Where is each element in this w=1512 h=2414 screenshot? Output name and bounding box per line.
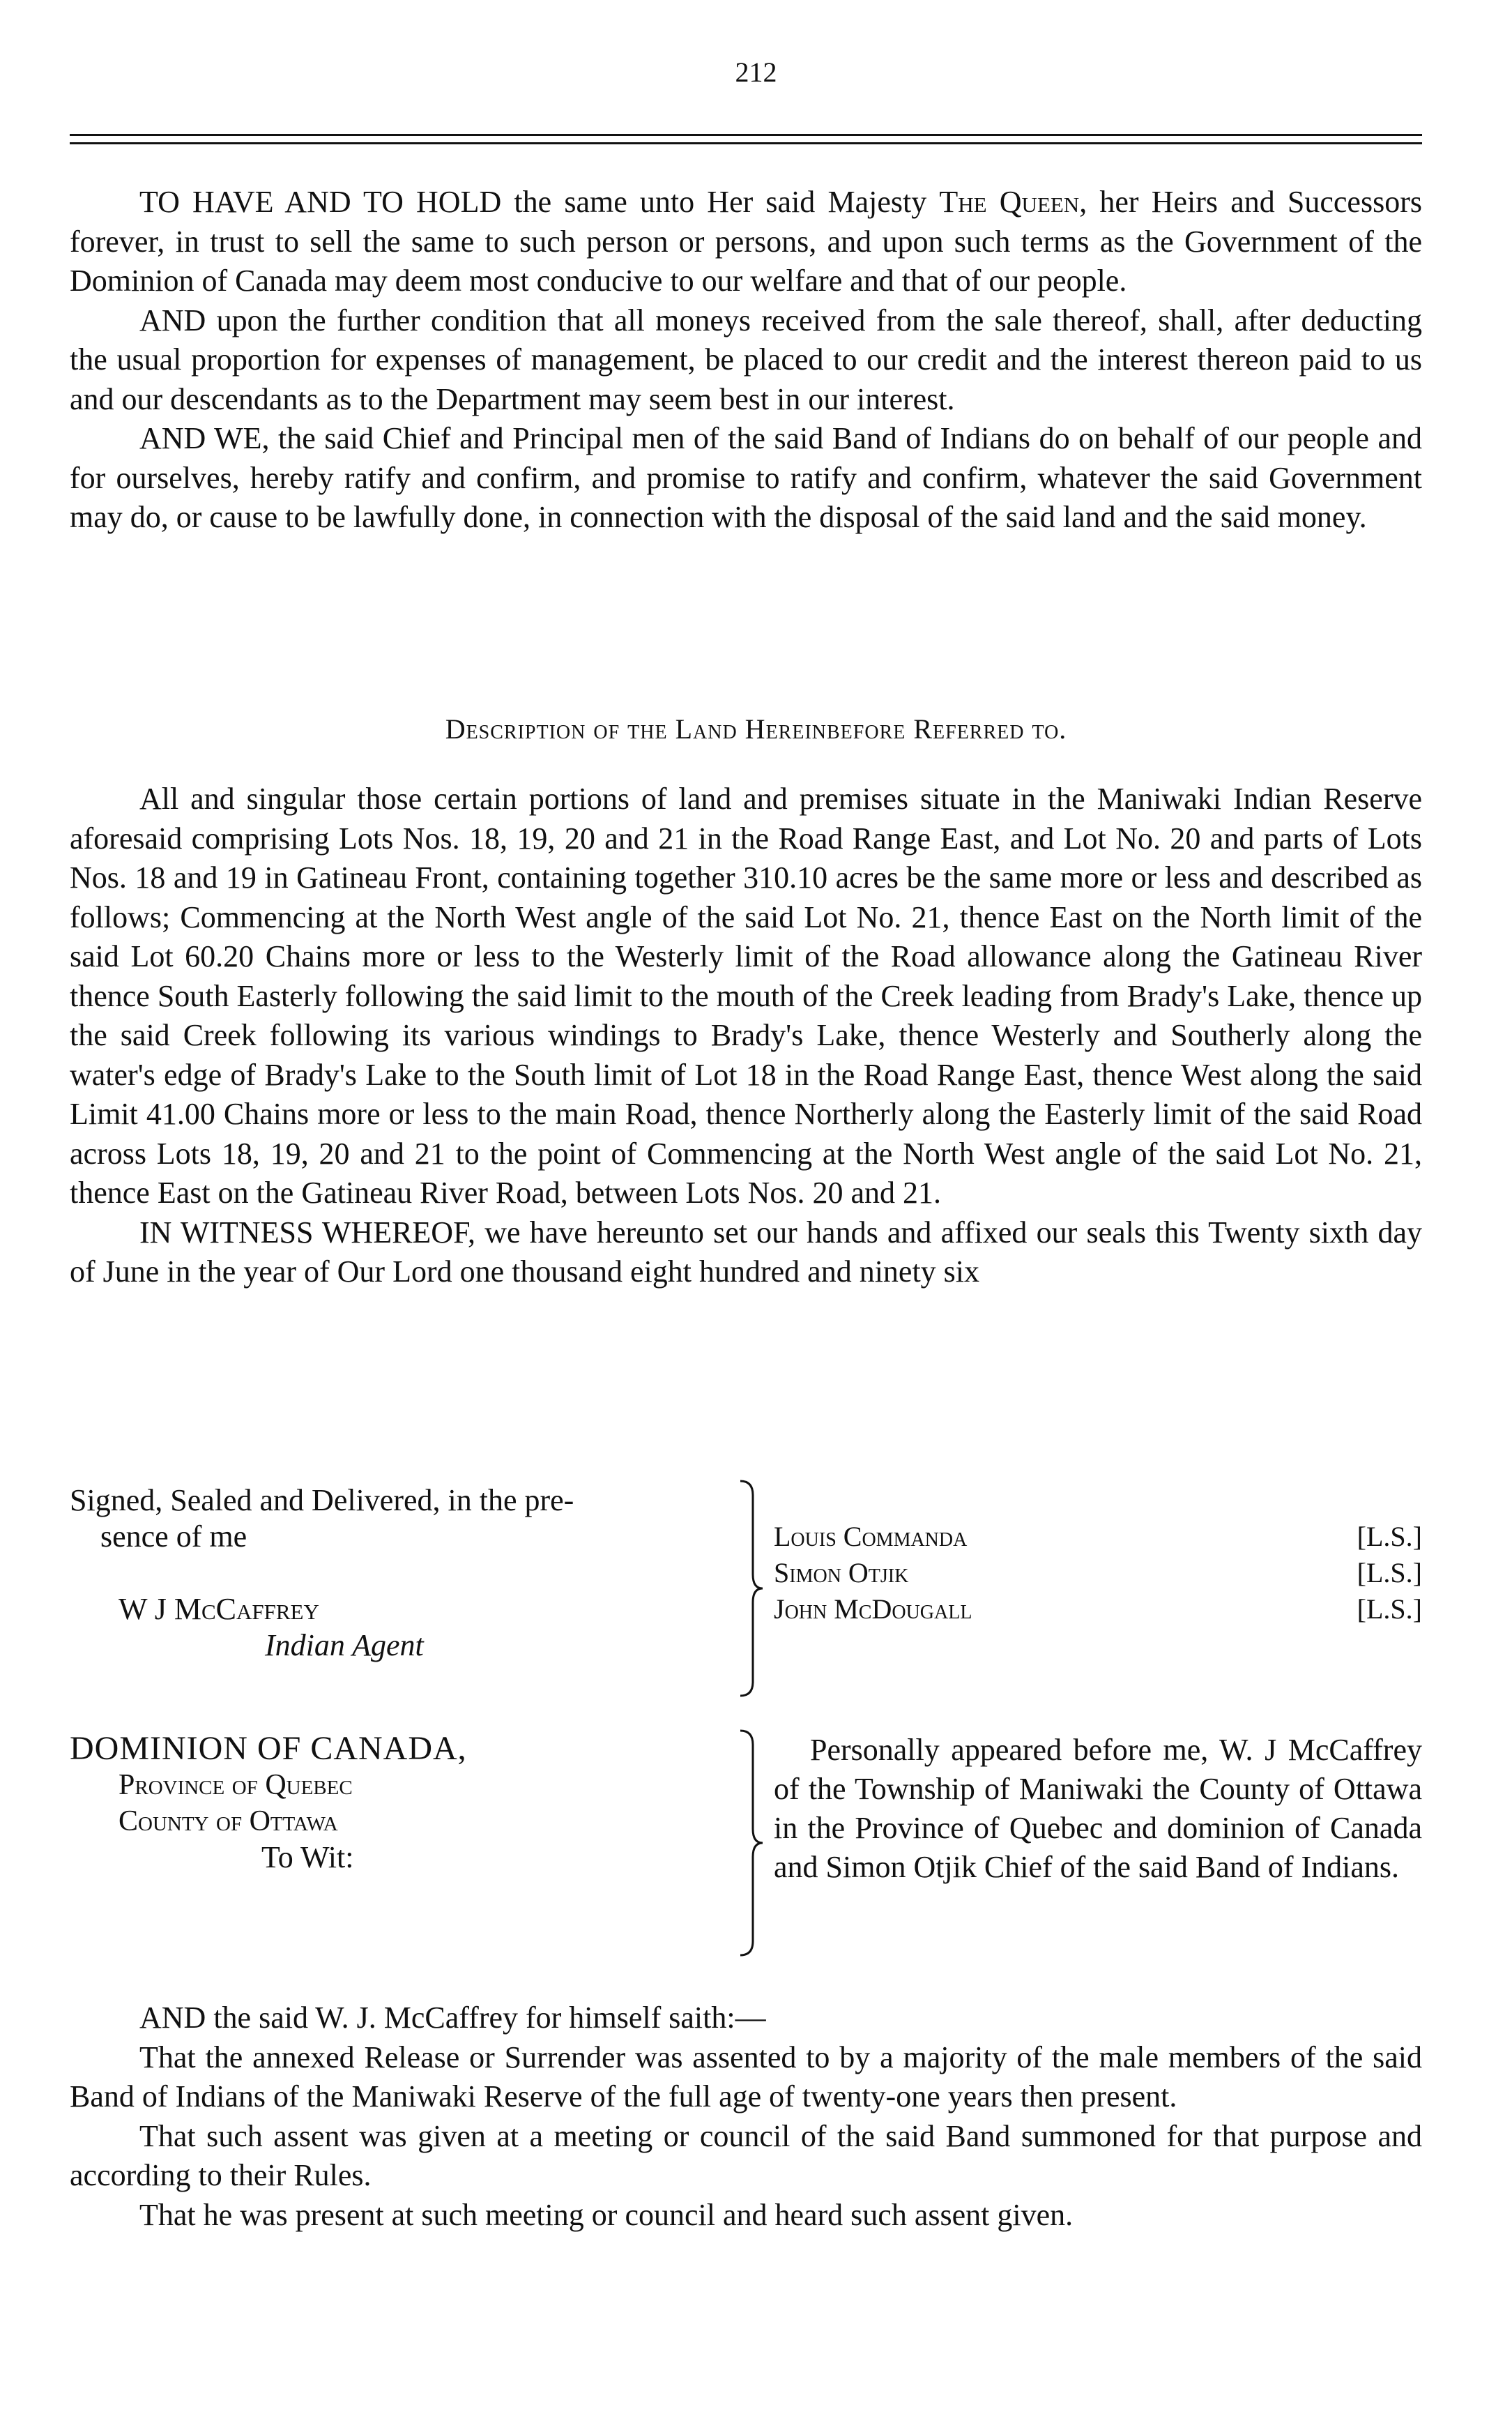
to-wit-line: To Wit: <box>261 1840 354 1874</box>
paragraph-lead: AND WE, <box>139 421 270 455</box>
paragraph-land-description: All and singular those certain portions of land and premises situate in the Maniwaki Indian Reserve aforesaid comprising Lots Nos. 18, 19, 20 and 21 in the Road Range East, and Lot No. 20 and parts of Lots Nos. 18 and 19 in Gatineau Front, containing together 310.10 acres be the same more or less and described as follows; Commencing at the North West angle of the said Lot No. 21, thence East on the North limit of the said Lot 60.20 Chains more or less to the Westerly limit of the Road allowance along the Gatineau River thence South Easterly following the said limit to the mouth of the Creek leading from Brady's Lake, thence up the said Creek following its various windings to Brady's Lake, thence Westerly and Southerly along the water's edge of Brady's Lake to the South limit of Lot 18 in the Road Range East, thence West along the said Limit 41.00 Chains more or less to the main Road, thence Northerly along the Easterly limit of the said Road across Lots 18, 19, 20 and 21 to the point of Commencing at the North West angle of the said Lot No. 21, thence East on the Gatineau River Road, between Lots Nos. 20 and 21. <box>70 782 1422 1210</box>
agent-name: W J McCaffrey <box>119 1592 319 1626</box>
paragraph-mccaffrey-saith: AND the said W. J. McCaffrey for himself saith:— <box>139 2001 766 2035</box>
the-queen-smallcaps: The Queen <box>939 185 1080 219</box>
witness-line-2: sence of me <box>100 1519 247 1554</box>
header-rule-bottom <box>70 142 1422 144</box>
page-number: 212 <box>735 56 777 88</box>
signatories-block <box>774 1519 1422 1627</box>
paragraph-assent-given: That such assent was given at a meeting or council of the said Band summoned for that purpose and according to their Rules. <box>70 2118 1422 2192</box>
paragraph-was-present: That he was present at such meeting or council and heard such assent given. <box>139 2197 1074 2232</box>
opening-paragraphs <box>70 183 1422 538</box>
statement-text: Personally appeared before me, W. J McCaffrey of the Township of Maniwaki the County of Ottawa in the Province of Quebec and dominion of Canada and Simon Otjik Chief of the said Band of Indians. <box>774 1733 1422 1884</box>
signatory-name: Louis Commanda <box>774 1521 968 1552</box>
signature-brace-icon <box>738 1478 765 1699</box>
appearance-statement <box>774 1731 1422 1887</box>
paragraph-text: the said Chief and Principal men of the said Band of Indians do on behalf of our people and for ourselves, hereby ratify and confirm, and promise to ratify and confirm, whatever the said Government may do, or cause to be lawfully done, in connection with the disposal of the said land and the said money. <box>70 421 1423 534</box>
witness-block <box>70 1482 739 1664</box>
province-line: Province of Quebec <box>119 1769 353 1801</box>
signatory-name: Simon Otjik <box>774 1557 909 1588</box>
seal-mark: [L.S.] <box>1357 1593 1422 1625</box>
paragraph-to-have-and-to-hold <box>70 183 1422 301</box>
jurisdiction-block <box>70 1731 697 1876</box>
description-heading: Description of the Land Hereinbefore Referred to. <box>445 713 1067 745</box>
jurisdiction-brace-icon <box>738 1728 765 1958</box>
agent-title: Indian Agent <box>265 1628 424 1662</box>
seal-mark: [L.S.] <box>1357 1557 1422 1588</box>
signatory-name: John McDougall <box>774 1593 972 1625</box>
paragraph-release-assented: That the annexed Release or Surrender was assented to by a majority of the male members of the said Band of Indians of the Maniwaki Reserve of the full age of twenty-one years then present. <box>70 2040 1422 2113</box>
signatory-row <box>774 1555 1422 1591</box>
closing-paragraphs <box>70 1998 1422 2235</box>
paragraph-lead: AND <box>139 303 206 337</box>
signatory-row <box>774 1519 1422 1555</box>
county-line: County of Ottawa <box>119 1805 338 1837</box>
seal-mark: [L.S.] <box>1357 1521 1422 1552</box>
paragraph-in-witness: IN WITNESS WHEREOF, we have hereunto set our hands and affixed our seals this Twenty sixth day of June in the year of Our Lord one thousand eight hundred and ninety six <box>70 1215 1422 1289</box>
paragraph-lead: TO HAVE AND TO HOLD <box>139 185 502 219</box>
dominion-title: DOMINION OF CANADA, <box>70 1730 467 1767</box>
signatory-row <box>774 1591 1422 1627</box>
description-paragraphs <box>70 780 1422 1292</box>
paragraph-text: upon the further condition that all moneys received from the sale thereof, shall, after deducting the usual proportion for expenses of management, be placed to our credit and the interest thereon paid to us and our descendants as to the Department may seem best in our interest. <box>70 303 1422 416</box>
paragraph-and-we <box>70 419 1422 538</box>
paragraph-text: the same unto Her said Majesty <box>501 185 940 219</box>
paragraph-rest: , her Heirs and Successors forever, in trust to sell the same to such person or persons, and upon such terms as the Government of the Dominion of Canada may deem most conducive to our welfare and that of our people. <box>70 185 1422 298</box>
header-rule-top <box>70 134 1422 136</box>
witness-line-1: Signed, Sealed and Delivered, in the pre- <box>70 1483 574 1517</box>
paragraph-and-upon <box>70 301 1422 420</box>
